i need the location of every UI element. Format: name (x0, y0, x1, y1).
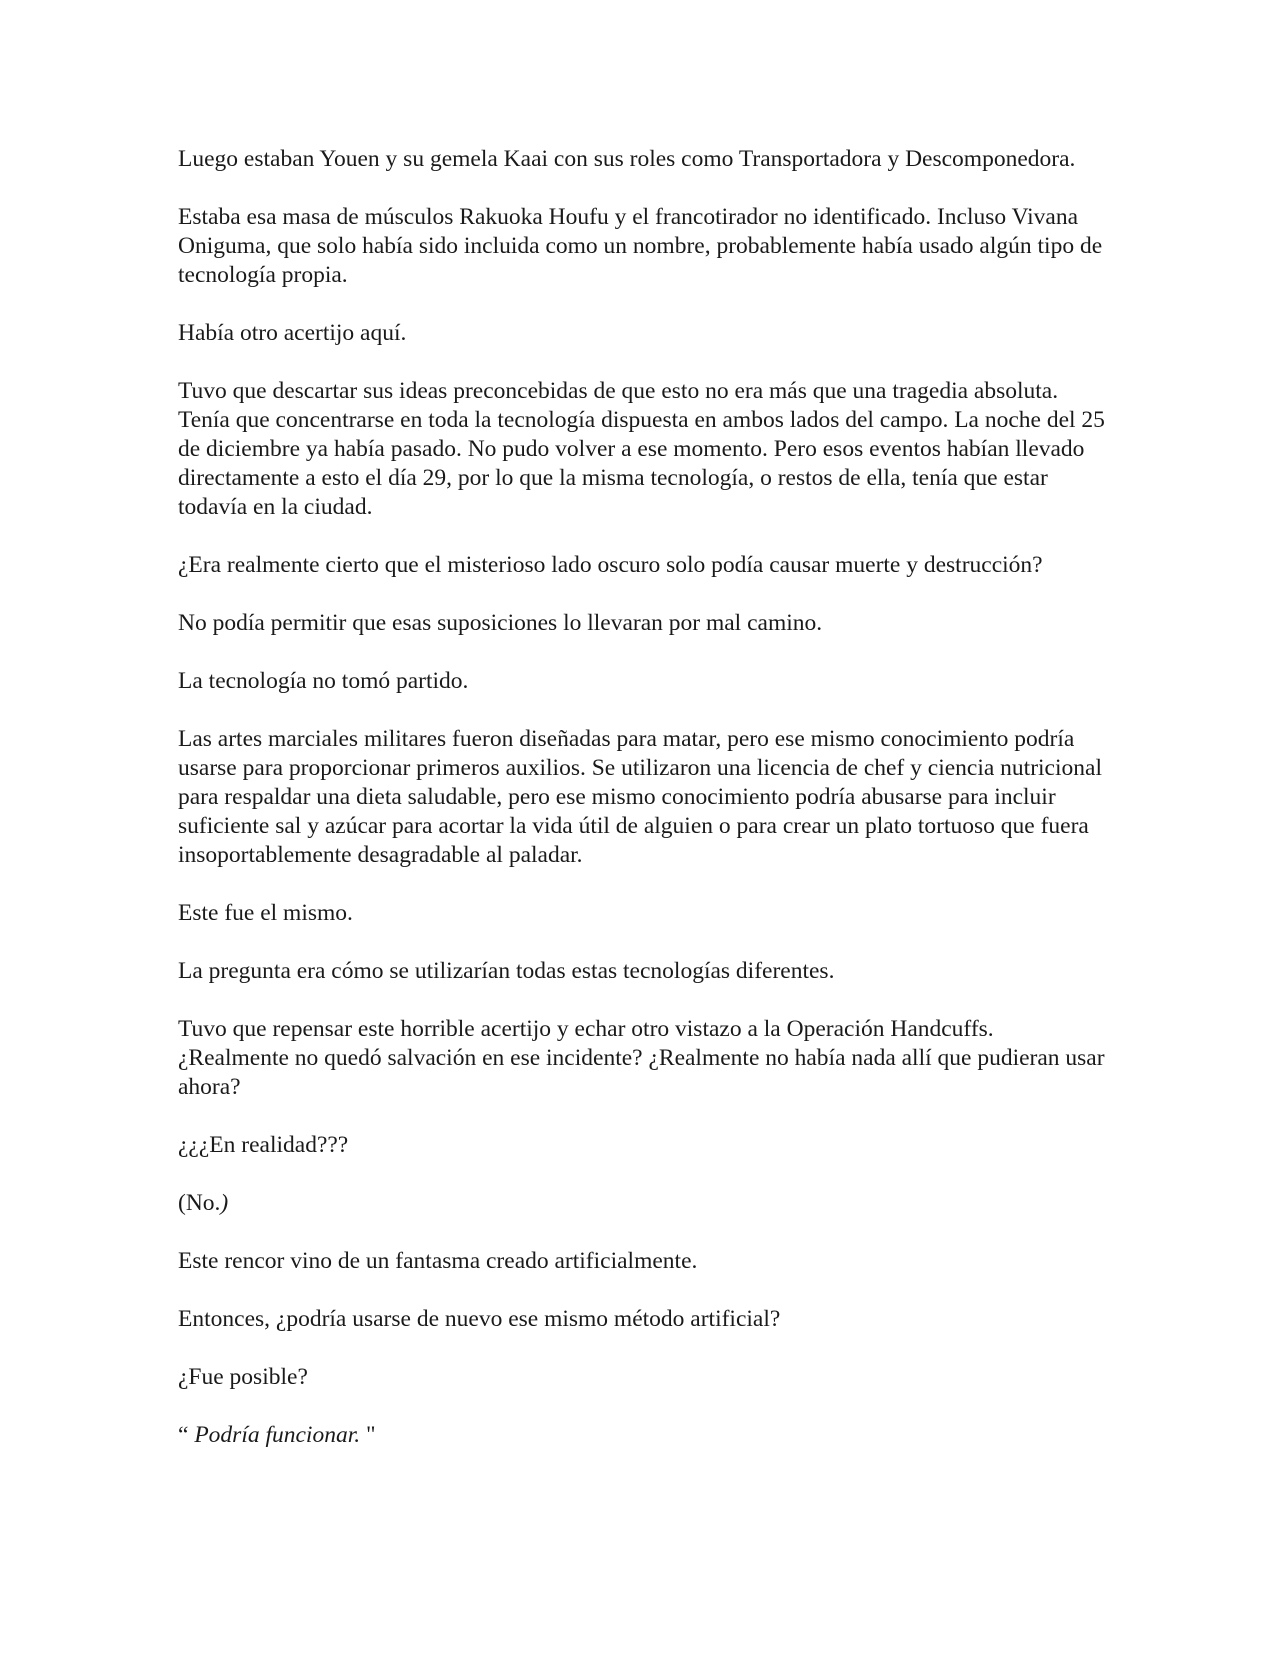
paragraph: Este fue el mismo. (178, 900, 353, 926)
paragraph: Las artes marciales militares fueron diseñadas para matar, pero ese mismo conocimiento podría usarse para proporcionar primeros auxilios. Se utilizaron una licencia de chef y ciencia nutricional para respaldar una dieta saludable, pero ese mismo conocimiento podría abusarse para incluir suficiente sal y azúcar para acortar la vida útil de alguien o para crear un plato tortuoso que fuera insoportablemente desagradable al paladar. (178, 726, 1102, 868)
paragraph: Este rencor vino de un fantasma creado artificialmente. (178, 1248, 698, 1274)
paragraph: La tecnología no tomó partido. (178, 668, 469, 694)
paragraph: La pregunta era cómo se utilizarían todas estas tecnologías diferentes. (178, 958, 835, 984)
paragraph-no (178, 1189, 1108, 1218)
paragraph: Luego estaban Youen y su gemela Kaai con sus roles como Transportadora y Descomponedora. (178, 146, 1076, 172)
paragraph: ¿Era realmente cierto que el misterioso lado oscuro solo podía causar muerte y destrucción? (178, 552, 1043, 578)
paragraph: Había otro acertijo aquí. (178, 320, 407, 346)
paragraph: ¿Fue posible? (178, 1364, 308, 1390)
quote-close: " (360, 1422, 376, 1448)
no-close-paren: ) (220, 1190, 229, 1216)
paragraph: Tuvo que repensar este horrible acertijo y echar otro vistazo a la Operación Handcuffs. ¿Realmente no quedó salvación en ese incidente? ¿Realmente no había nada allí que pudieran usar ahora? (178, 1016, 1105, 1100)
paragraph: No podía permitir que esas suposiciones lo llevaran por mal camino. (178, 610, 823, 636)
paragraph: Entonces, ¿podría usarse de nuevo ese mismo método artificial? (178, 1306, 781, 1332)
paragraph: Tuvo que descartar sus ideas preconcebidas de que esto no era más que una tragedia absoluta. Tenía que concentrarse en toda la tecnología dispuesta en ambos lados del campo. La noche del 25 de diciembre ya había pasado. No pudo volver a ese momento. Pero esos eventos habían llevado directamente a esto el día 29, por lo que la misma tecnología, o restos de ella, tenía que estar todavía en la ciudad. (178, 378, 1105, 520)
final-quote (178, 1421, 1108, 1450)
paragraph: Estaba esa masa de músculos Rakuoka Houfu y el francotirador no identificado. Incluso Vivana Oniguma, que solo había sido incluida como un nombre, probablemente había usado algún tipo de tecnología propia. (178, 204, 1103, 288)
no-text: (No. (178, 1190, 221, 1216)
quote-italic-text: Podría funcionar. (194, 1422, 361, 1448)
document-body (178, 145, 1108, 1479)
paragraph: ¿¿¿En realidad??? (178, 1132, 349, 1158)
quote-open: “ (178, 1422, 195, 1448)
